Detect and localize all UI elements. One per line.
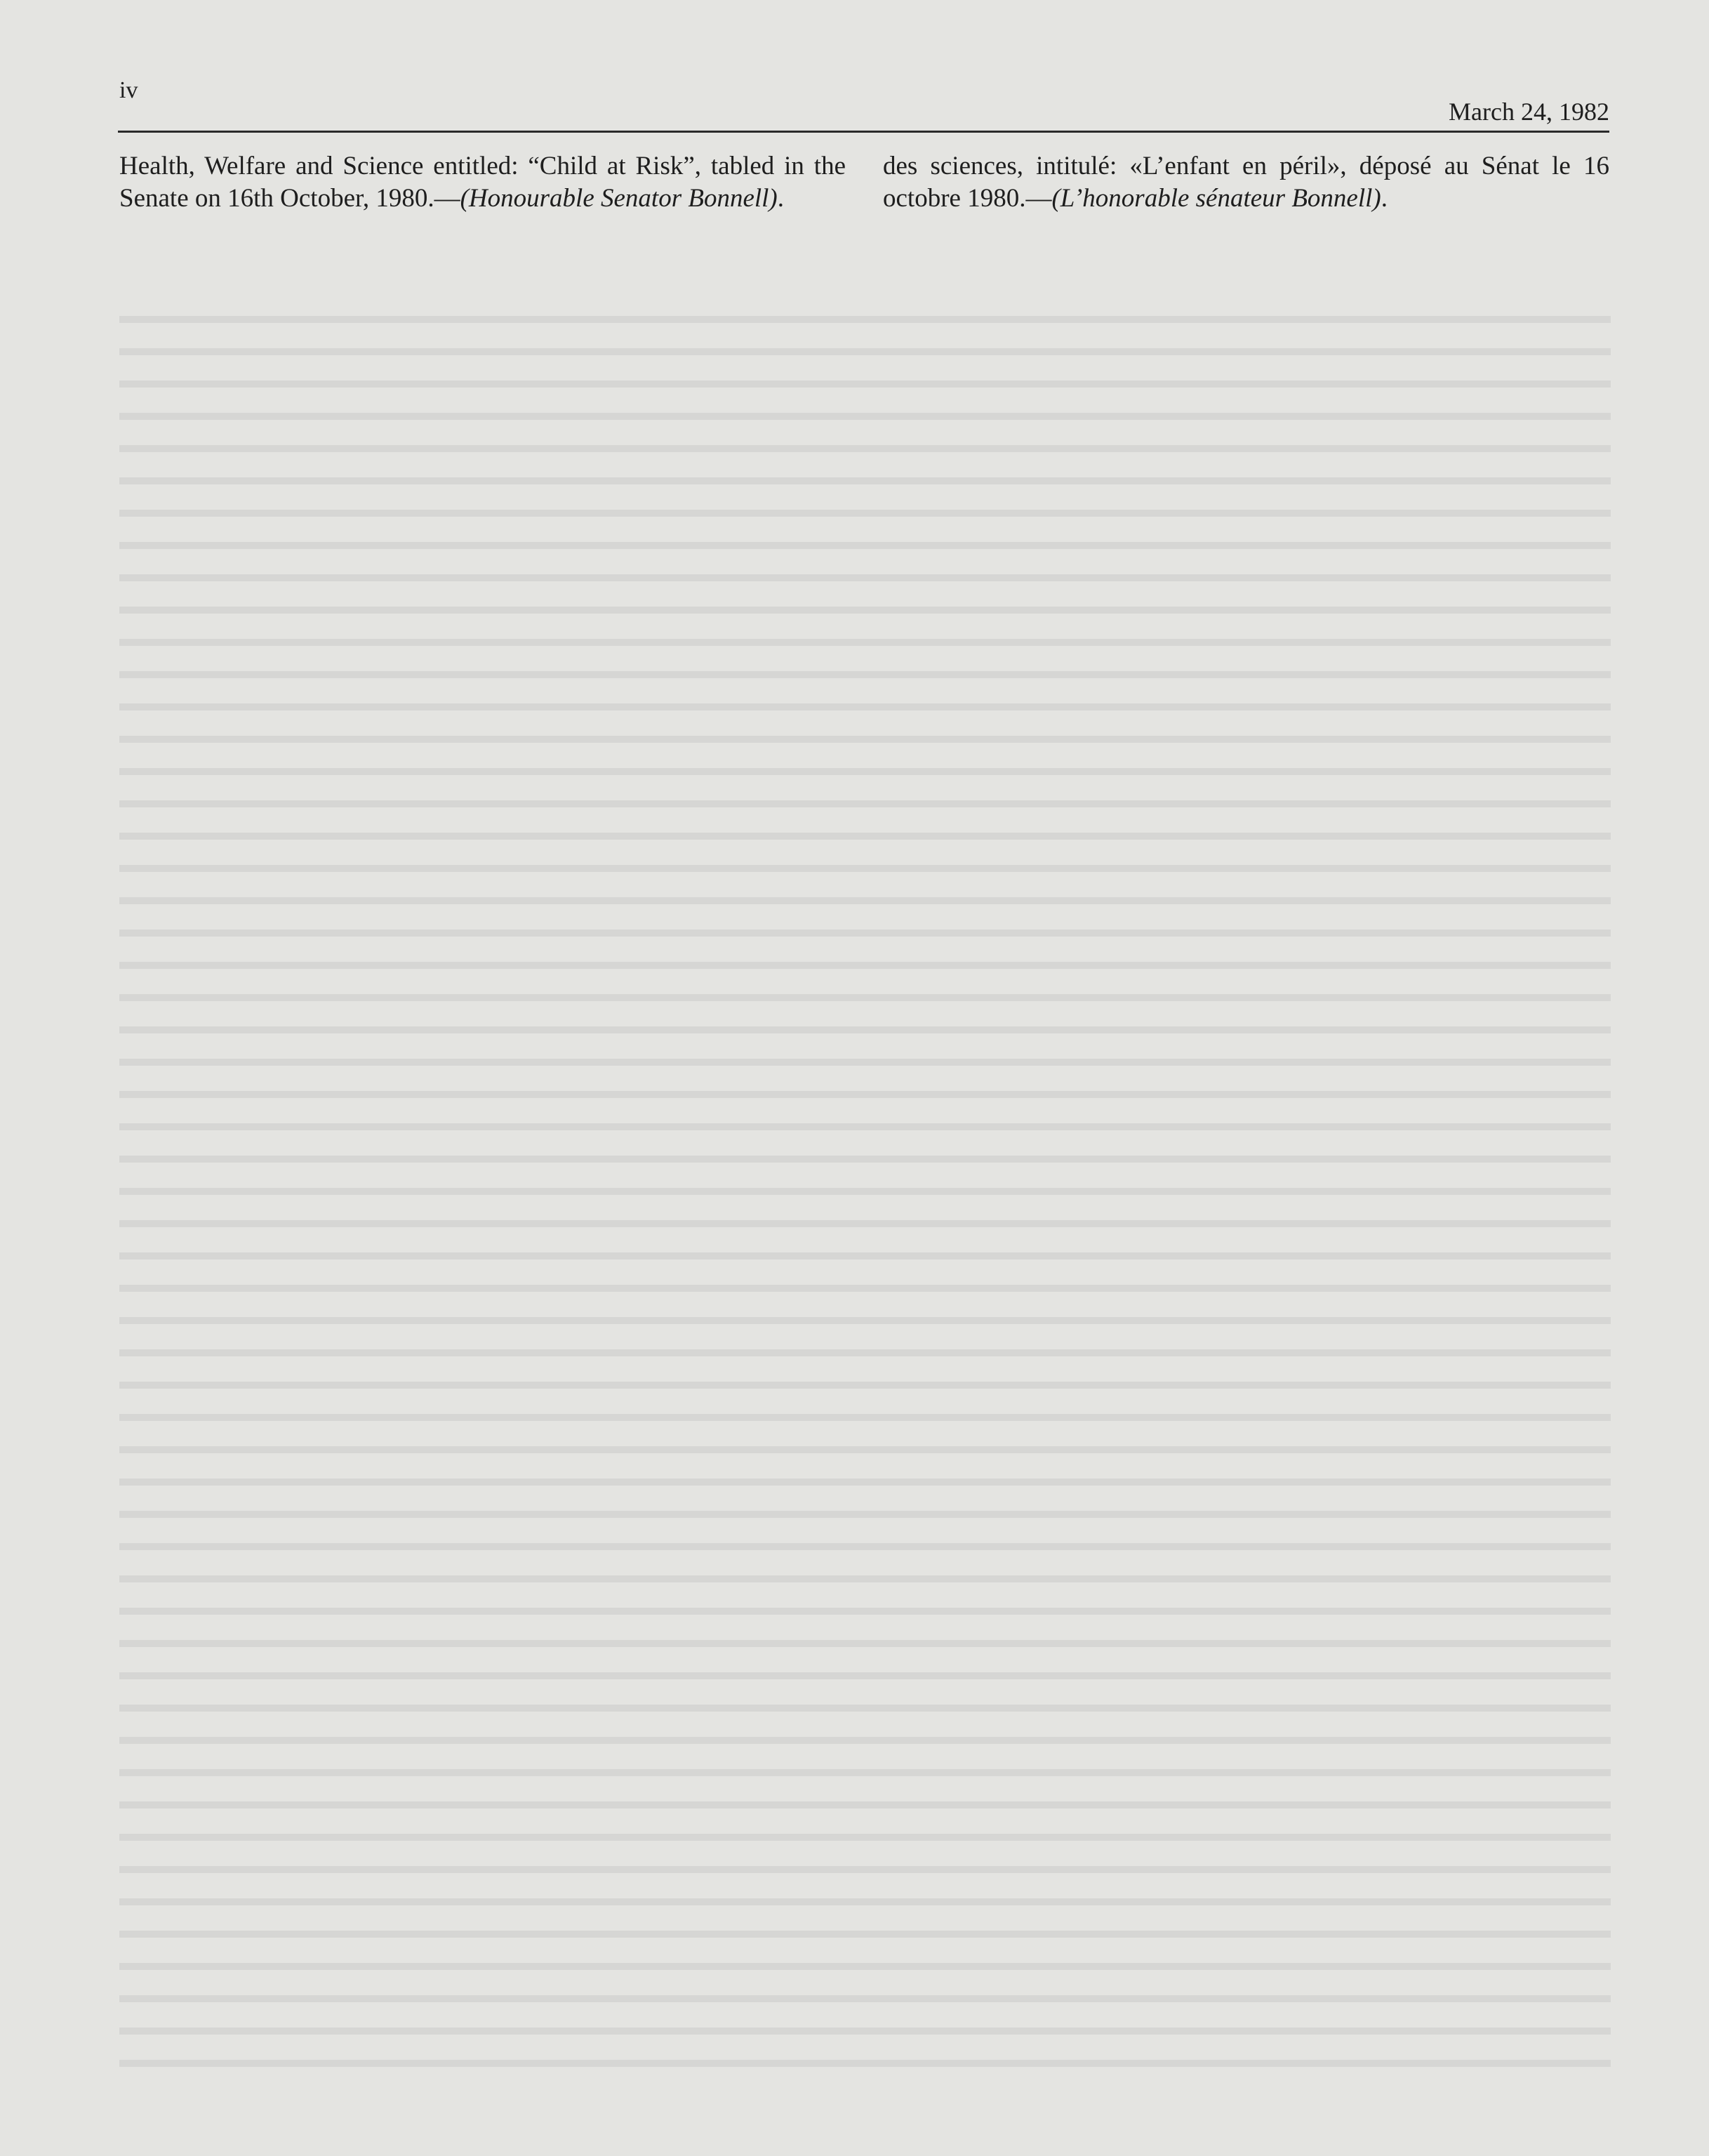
left-paragraph bbox=[119, 150, 846, 215]
right-citation: (L’honorable sénateur Bonnell) bbox=[1051, 184, 1381, 213]
right-column bbox=[883, 150, 1609, 215]
bleed-through-text bbox=[119, 295, 1611, 2092]
left-paragraph-end: . bbox=[777, 184, 784, 213]
header-rule bbox=[118, 131, 1609, 133]
right-paragraph-end: . bbox=[1381, 184, 1388, 213]
left-column bbox=[119, 150, 846, 215]
right-paragraph-text: des sciences, intitulé: «L’enfant en péril», déposé au Sénat le 16 octobre 1980.— bbox=[883, 152, 1609, 213]
right-paragraph bbox=[883, 150, 1609, 215]
left-paragraph-text: Health, Welfare and Science entitled: “Child at Risk”, tabled in the Senate on 16th October, 1980.— bbox=[119, 152, 846, 213]
left-citation: (Honourable Senator Bonnell) bbox=[460, 184, 778, 213]
header-date: March 24, 1982 bbox=[1449, 98, 1609, 126]
page-number: iv bbox=[119, 77, 138, 103]
